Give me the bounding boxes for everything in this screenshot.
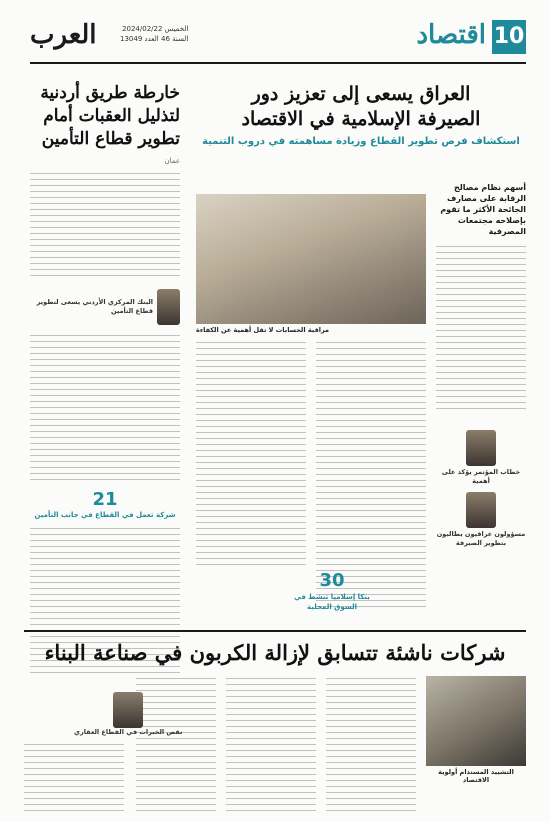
left-article-body-2 (30, 333, 180, 483)
mug1-caption: خطاب المؤتمر يؤكد على أهمية (441, 468, 521, 485)
bottom-mug-caption: نقص الخبرات في القطاع العقاري (74, 728, 183, 736)
left-portrait-caption: البنك المركزي الأردني يسعى لتطوير قطاع التأمين (36, 298, 154, 315)
avatar (113, 692, 143, 728)
main-headline (196, 82, 526, 132)
main-quote-caption: بنكا إسلاميا تنشط في السوق المحلية (294, 593, 370, 611)
issue-info (120, 24, 188, 44)
mug2-caption: مسؤولون عراقيون يطالبون بتطوير الصيرفة (436, 530, 526, 547)
left-article-byline: عمان (164, 157, 180, 165)
main-headline-line2: الصيرفة الإسلامية في الاقتصاد (241, 108, 481, 130)
bottom-headline: شركات ناشئة تتسابق لإزالة الكربون في صناعة البناء (44, 640, 506, 665)
main-photo-caption: مراقبة الحسابات لا تقل أهمية عن الكفاءة (196, 326, 330, 334)
left-figure-box (30, 489, 180, 520)
left-figure-number: 21 (92, 489, 118, 510)
left-article-body (30, 171, 180, 281)
main-subheadline: استكشاف فرص تطوير القطاع وزيادة مساهمته في دروب التنمية (202, 136, 520, 147)
main-sidebar-text: أسهم نظام مصالح الرقابة على مصارف الجائحة الأكثر ما تقوم بإصلاحه مجتمعات المصرفية (440, 183, 526, 236)
issue-date: الخميس 2024/02/22 (122, 25, 189, 33)
main-headline-line1: العراق يسعى إلى تعزيز دور (251, 83, 471, 105)
bottom-article-photo (426, 676, 526, 766)
main-quote-number: 30 (319, 570, 345, 591)
section-title: اقتصاد (416, 20, 486, 50)
main-article (196, 74, 526, 611)
left-article (30, 74, 180, 614)
bottom-body-col1 (326, 676, 416, 816)
newspaper-logo: العرب (30, 20, 97, 50)
main-portraits (436, 424, 526, 548)
page-number: 10 (492, 20, 526, 54)
bottom-article (24, 630, 526, 784)
left-figure-caption: شركة تعمل في القطاع في جانب التأمين (34, 511, 176, 519)
bottom-photo-caption: التشييد المستدام أولوية الاقتصاد (438, 768, 514, 784)
left-article-headline: خارطة طريق أردنية لتذليل العقبات أمام تطوير قطاع التأمين (40, 83, 180, 149)
avatar (466, 430, 496, 466)
left-portrait-box (30, 289, 180, 325)
bottom-body-col4 (24, 742, 124, 812)
bottom-body-col2 (226, 676, 316, 816)
main-body-col1 (436, 244, 526, 414)
avatar (466, 492, 496, 528)
page-header (30, 18, 526, 64)
avatar (157, 289, 180, 325)
main-article-photo (196, 194, 426, 324)
main-body-col3 (196, 340, 306, 565)
issue-number: السنة 46 العدد 13049 (120, 35, 189, 43)
bottom-portrait-box (74, 692, 182, 737)
